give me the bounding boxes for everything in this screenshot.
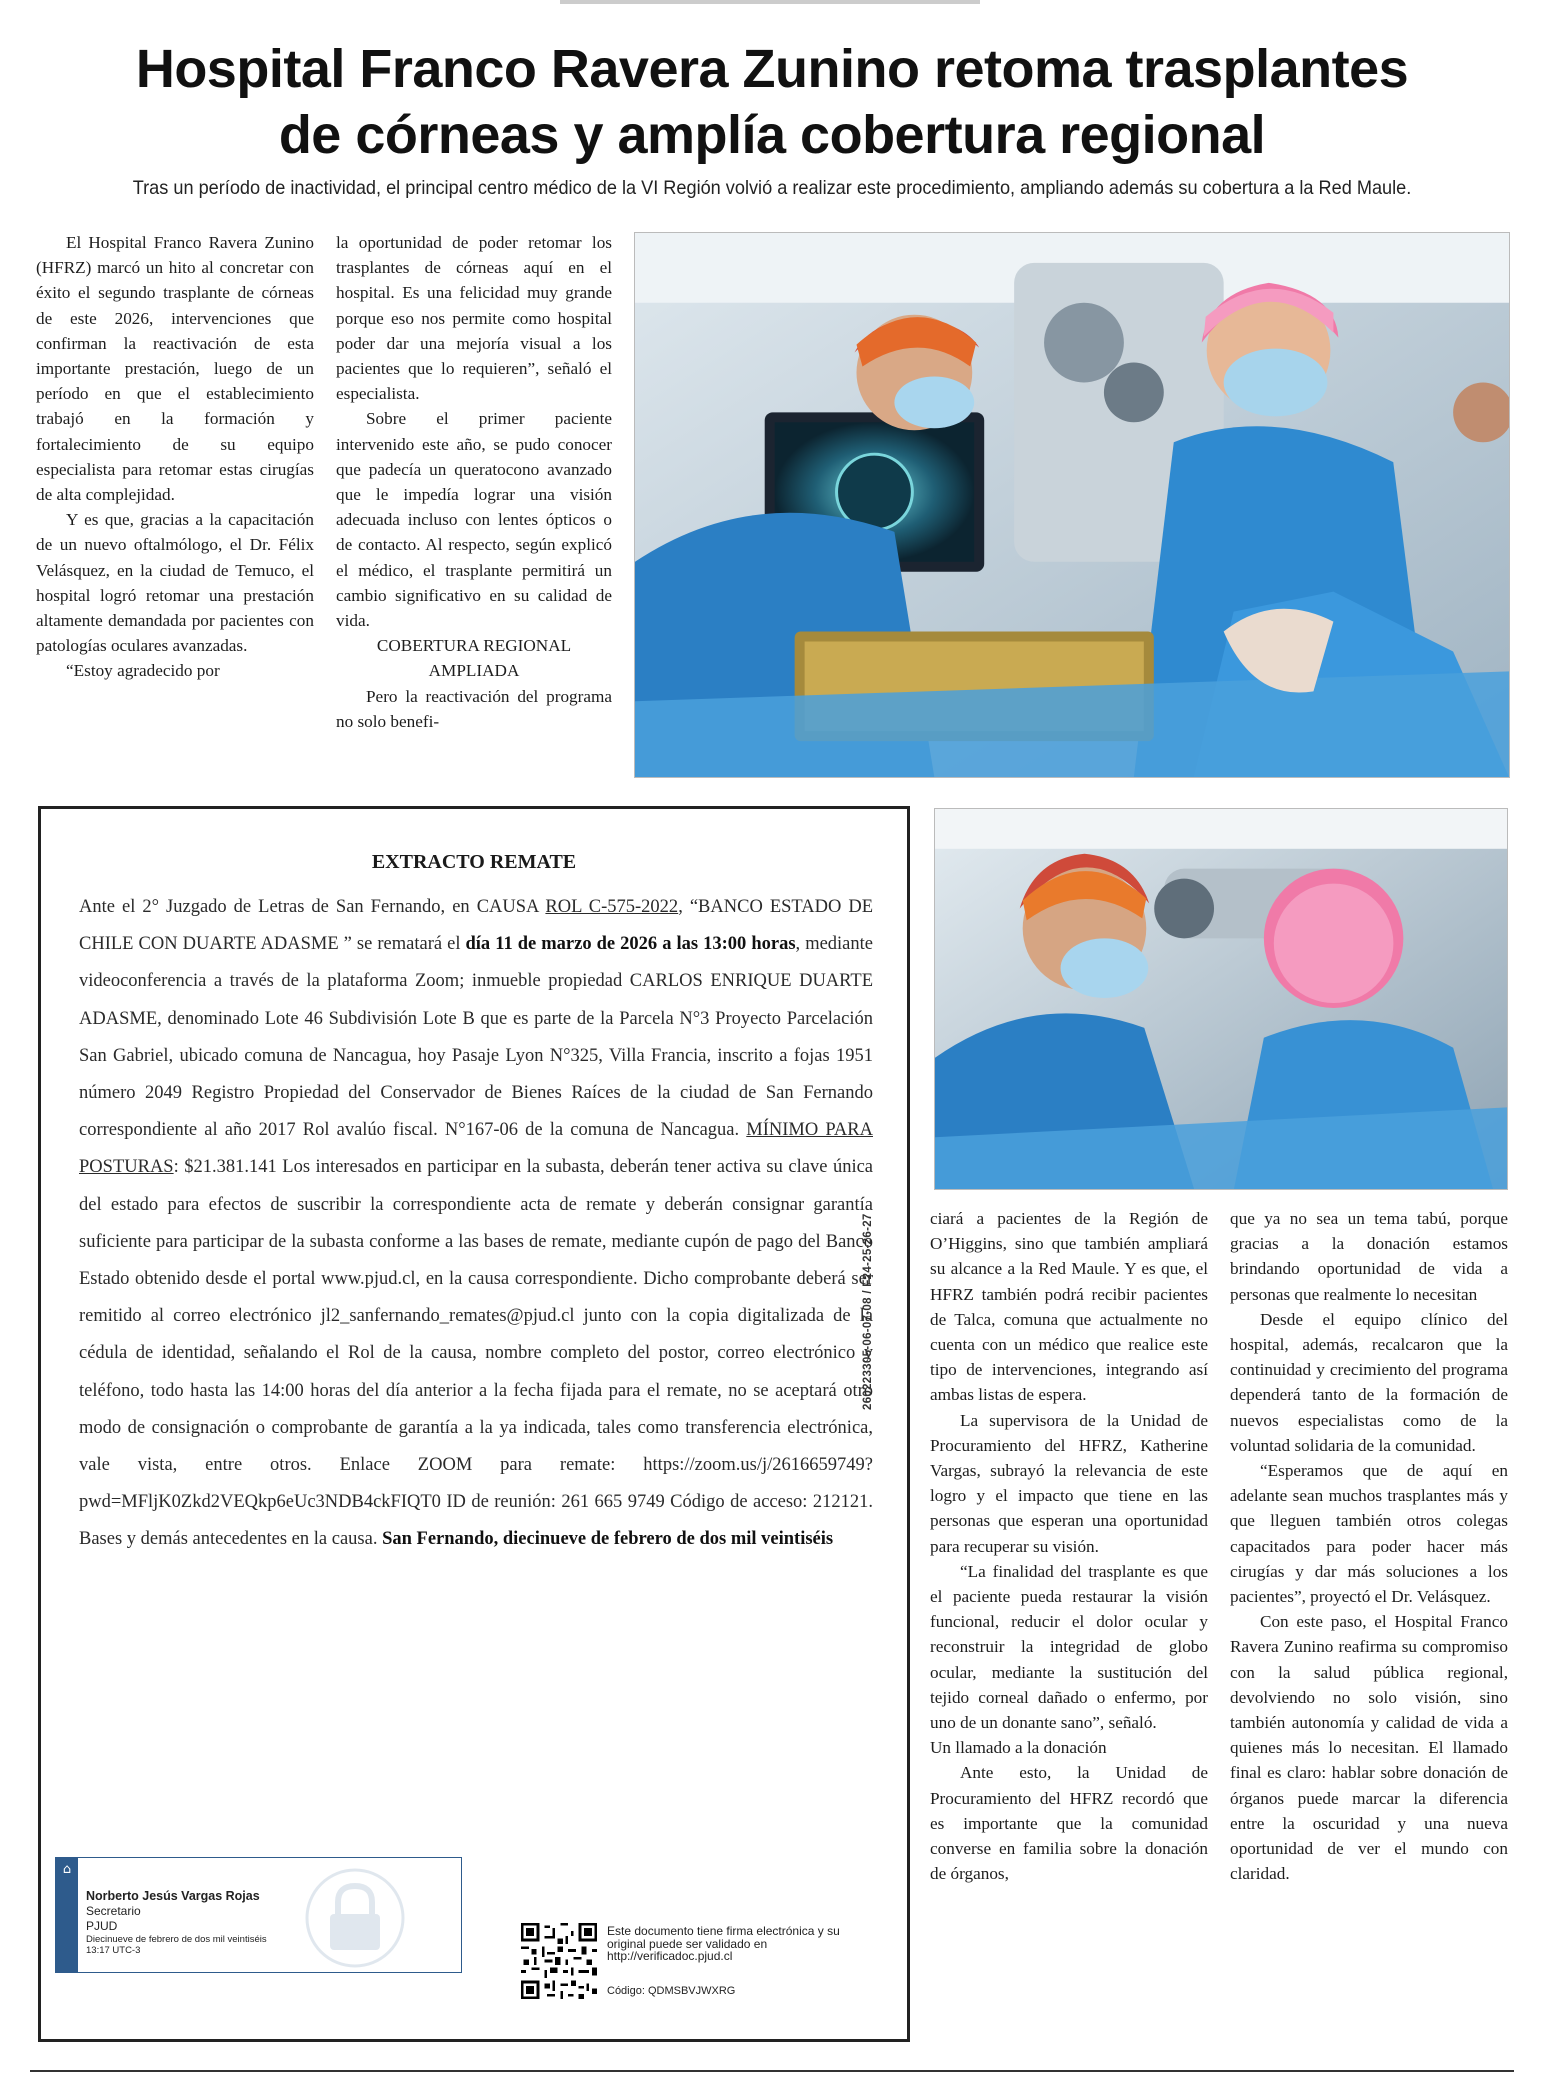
paragraph: la oportunidad de poder retomar los trasplantes de córneas aquí en el hospital. Es una felicidad muy grande porque eso nos permite como hospital poder dar una mejoría visual a los pacientes que lo requieren”, señaló el especialista. (336, 233, 612, 404)
notice-text: , mediante videoconferencia a través de la plataforma Zoom; inmueble propiedad CARLOS ENRIQUE DUARTE ADASME, denominado Lote 46 Subdivisión Lote B que es parte de la Parcela N°3 Proyecto Parcelación San Gabriel, ubicado comuna de Nancagua, hoy Pasaje Lyon N°325, Villa Francia, inscrito a fojas 1951 número 2049 Registro Propiedad del Conservador de Bienes Raíces de la ciudad de San Fernando correspondiente al año 2017 Rol avalúo fiscal. N°167-06 de la comuna de Nancagua. (79, 934, 873, 1141)
document-vertical-id: 260223305-06-07-08 / F24-25-26-27 (862, 1213, 874, 1410)
courthouse-icon: ⌂ (62, 1862, 72, 1877)
section-subtitle: COBERTURA REGIONAL AMPLIADA (376, 636, 572, 681)
notice-text: , “BANCO ESTADO DE CHILE CON DUARTE ADASME ” se rematará el (79, 897, 874, 955)
paragraph: que ya no sea un tema tabú, porque gracias a la donación estamos brindando oportunidad de vida a personas que realmente lo necesitan (1230, 1209, 1508, 1304)
headline-line-2: de córneas y amplía cobertura regional (278, 105, 1266, 165)
notice-text: Ante el 2° Juzgado de Letras de San Fernando, en CAUSA (79, 897, 546, 917)
verification-qr-code[interactable] (521, 1923, 597, 1999)
surgery-photo-secondary (934, 808, 1508, 1190)
surgery-photo-secondary-illustration (935, 809, 1507, 1189)
signer-org: PJUD (86, 1919, 118, 1933)
article-column-4 (1230, 1206, 1508, 2046)
signature-text (86, 1888, 267, 1956)
article-column-2 (336, 230, 612, 796)
paragraph: Desde el equipo clínico del hospital, además, recalcaron que la continuidad y crecimiento del programa dependerá tanto de la formación de nuevos especialistas como de la voluntad solidaria de la comunidad. (1230, 1309, 1508, 1455)
article-column-1 (36, 230, 314, 796)
paragraph: “Esperamos que de aquí en adelante sean muchos trasplantes más y que lleguen también otros colegas capacitados para poder hacer más cirugías y dar más soluciones a los pacientes”, proyectó el Dr. Velásquez. (1230, 1461, 1508, 1607)
paragraph: Ante esto, la Unidad de Procuramiento del HFRZ recordó que es importante que la comunidad converse en familia sobre la donación de órganos, (930, 1763, 1208, 1884)
section-subtitle: Un llamado a la donación (930, 1738, 1107, 1758)
surgery-photo-main (634, 232, 1510, 778)
signer-name: Norberto Jesús Vargas Rojas (86, 1889, 260, 1903)
paragraph: Pero la reactivación del programa no solo benefi- (336, 686, 612, 731)
surgery-photo-main-illustration (635, 233, 1509, 777)
top-rule (560, 0, 980, 4)
signature-time: 13:17 UTC-3 (86, 1945, 141, 1956)
verification-code: Código: QDMSBVJWXRG (607, 1985, 736, 1997)
paragraph: Y es que, gracias a la capacitación de un nuevo oftalmólogo, el Dr. Félix Velásquez, en la ciudad de Temuco, el hospital logró retomar una prestación altamente demandada por pacientes con patologías oculares avanzadas. (36, 510, 314, 656)
headline-line-1: Hospital Franco Ravera Zunino retoma trasplantes (135, 39, 1409, 99)
verification-text: Este documento tiene firma electrónica y su original puede ser validado en http://verificadoc.pjud.cl (607, 1924, 840, 1964)
electronic-signature-block (55, 1857, 462, 1973)
signature-bar (56, 1858, 78, 1972)
headline (30, 36, 1514, 168)
paragraph: ciará a pacientes de la Región de O’Higgins, sino que también ampliará su alcance a la Red Maule. Y es que, el HFRZ también podrá recibir pacientes de Talca, comuna que actualmente no cuenta con un médico que realice este tipo de intervenciones, integrando así ambas listas de espera. (930, 1209, 1208, 1405)
notice-closing: San Fernando, diecinueve de febrero de dos mil veintiséis (382, 1529, 834, 1550)
minimum-bid-label: MÍNIMO PARA POSTURAS (79, 1120, 873, 1178)
paragraph: Con este paso, el Hospital Franco Ravera Zunino reafirma su compromiso con la salud pública regional, devolviendo no solo visión, sino también autonomía y calidad de vida a quienes más lo necesitan. El llamado final es claro: hablar sobre donación de órganos puede marcar la diferencia entre la oscuridad y una nueva oportunidad de ver el mundo con claridad. (1230, 1612, 1508, 1884)
article-column-3 (930, 1206, 1208, 2046)
bottom-rule (30, 2070, 1514, 2072)
paragraph: “La finalidad del trasplante es que el paciente pueda restaurar la visión funcional, reducir el dolor ocular y reconstruir la integridad de globo ocular, mediante la sustitución del tejido corneal dañado o enfermo, por uno de un donante sano”, señaló. (930, 1561, 1208, 1733)
signer-role: Secretario (86, 1904, 141, 1918)
notice-body (79, 889, 873, 1559)
notice-title: EXTRACTO REMATE (371, 851, 577, 873)
paragraph: “Estoy agradecido por (66, 661, 220, 681)
auction-date: día 11 de marzo de 2026 a las 13:00 horas (465, 934, 796, 955)
notice-text: : $21.381.141 Los interesados en participar en la subasta, deberán tener activa su clave única del estado para efectos de suscribir la correspondiente acta de remate y deberán consignar garantía suficiente para participar de la subasta conforme a las bases de remate, mediante cupón de pago del Banco Estado obtenido desde el portal www.pjud.cl, en la causa correspondiente. Dicho comprobante deberá ser remitido al correo electrónico jl2_sanfernando_remates@pjud.cl junto con la copia digitalizada de la cédula de identidad, señalando el Rol de la causa, nombre completo del postor, correo electrónico y teléfono, todo hasta las 14:00 horas del día anterior a la fecha fijada para el remate, no se aceptará otro modo de consignación o comprobante de garantía a la ya indicada, tales como transferencia electrónica, vale vista, entre otros. Enlace ZOOM para remate: https://zoom.us/j/2616659749?pwd=MFljK0Zkd2VEQkp6eUc3NDB4ckFIQT0 ID de reunión: 261 665 9749 Código de acceso: 212121. Bases y demás antecedentes en la causa. (79, 1157, 873, 1550)
case-rol: ROL C-575-2022 (545, 897, 679, 917)
paragraph: La supervisora de la Unidad de Procuramiento del HFRZ, Katherine Vargas, subrayó la relevancia de este logro y el impacto que tiene en las personas que esperan una oportunidad para recuperar su visión. (930, 1410, 1208, 1556)
signature-date: Diecinueve de febrero de dos mil veintiséis (86, 1934, 267, 1945)
padlock-icon (300, 1868, 410, 1968)
auction-notice-box (38, 806, 910, 2042)
paragraph: El Hospital Franco Ravera Zunino (HFRZ) marcó un hito al concretar con éxito el segundo trasplante de córneas de este 2026, intervenciones que confirman la reactivación de esta importante prestación, luego de un período en que el establecimiento trabajó en la formación y fortalecimiento de su equipo especialista para retomar estas cirugías de alta complejidad. (36, 233, 314, 505)
subheadline: Tras un período de inactividad, el principal centro médico de la VI Región volvió a realizar este procedimiento, ampliando además su cobertura a la Red Maule. (132, 177, 1412, 199)
paragraph: Sobre el primer paciente intervenido este año, se pudo conocer que padecía un queratocono avanzado que le impedía lograr una visión adecuada incluso con lentes ópticos o de contacto. Al respecto, según explicó el médico, el trasplante permitirá un cambio significativo en su calidad de vida. (336, 409, 612, 631)
